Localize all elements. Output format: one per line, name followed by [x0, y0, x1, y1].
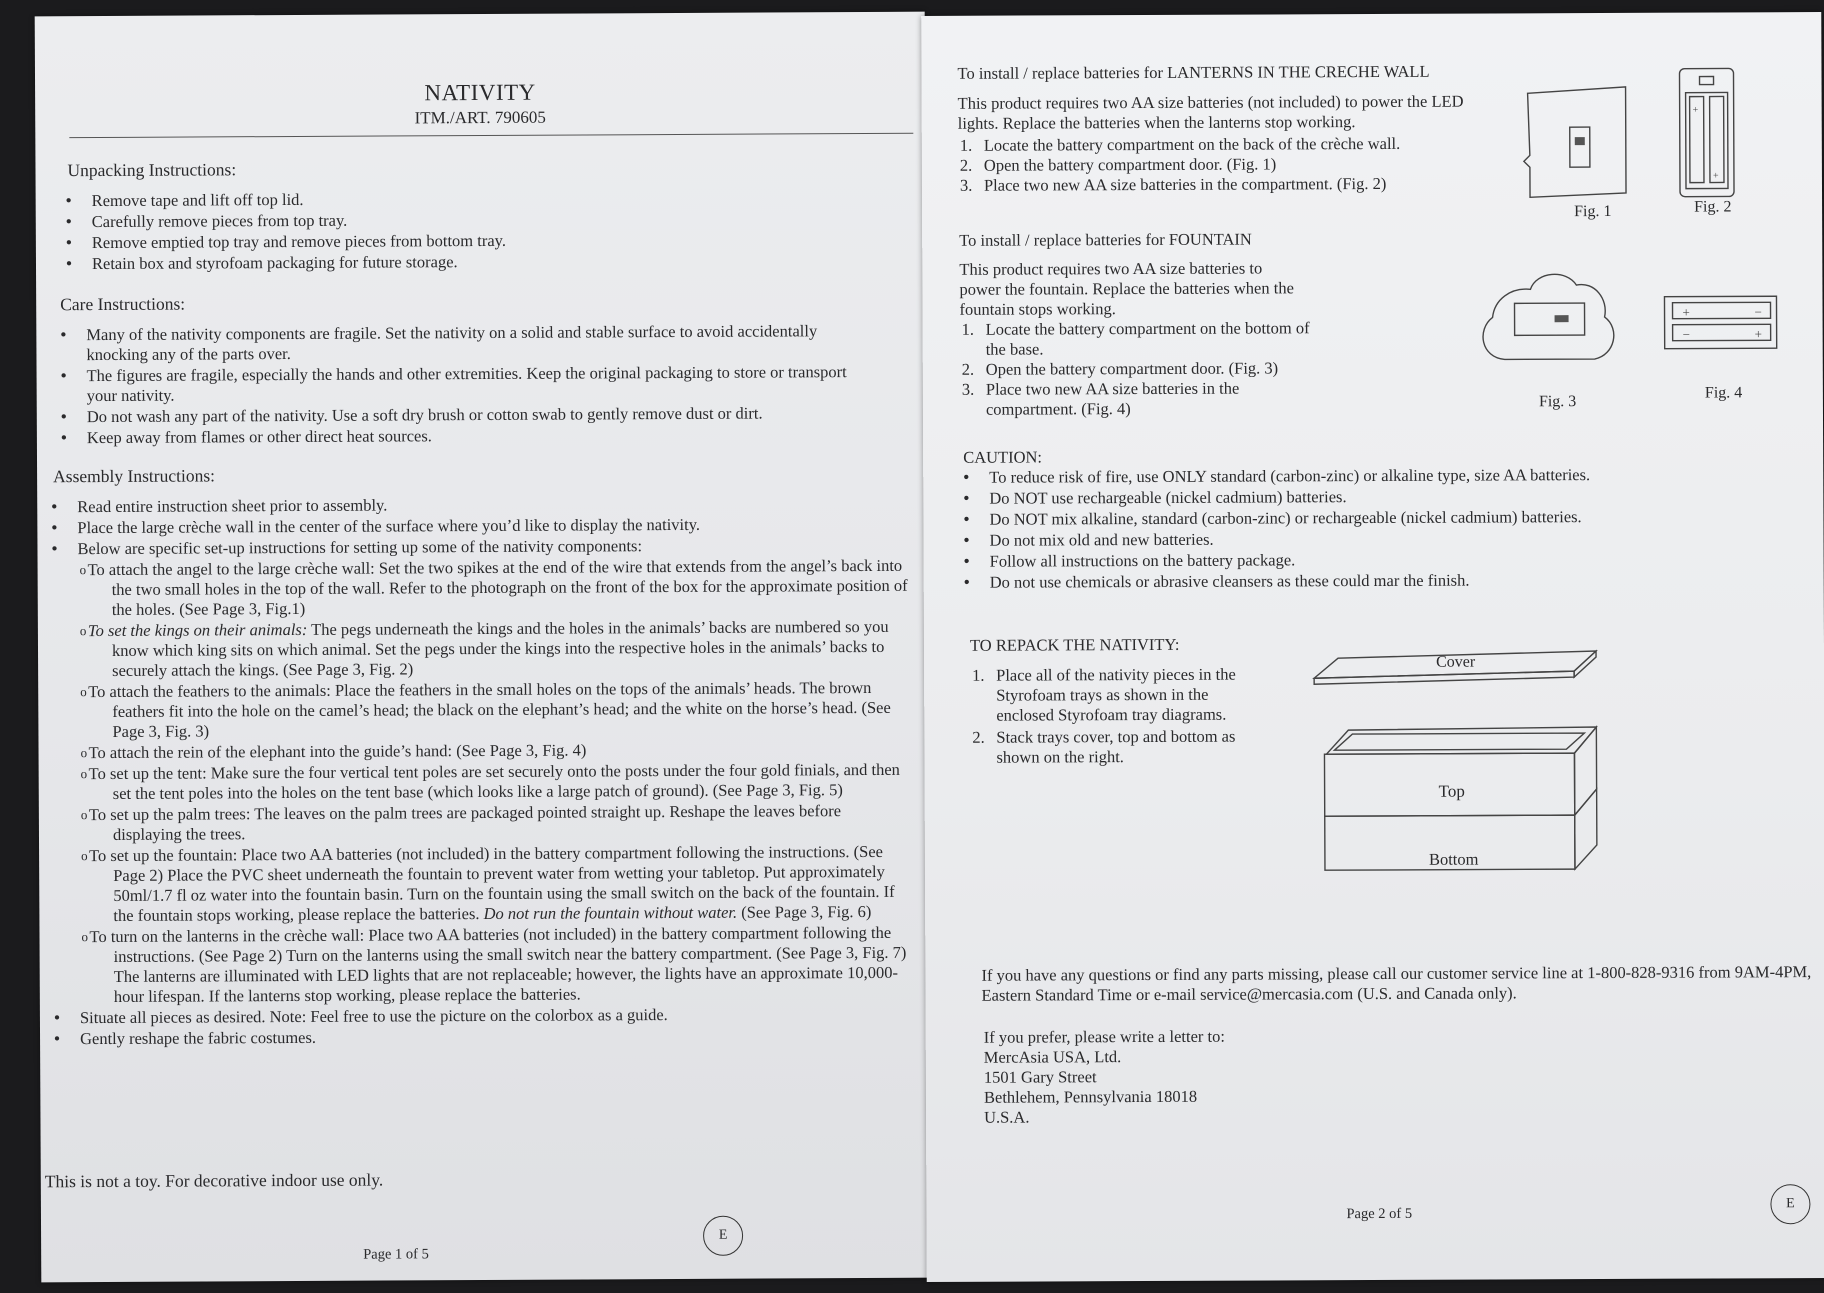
list-item: 2. Open the battery compartment door. (Fig. 1)	[959, 154, 1277, 175]
sub-list-item	[53, 842, 913, 927]
repack-heading: TO REPACK THE NATIVITY:	[969, 634, 1180, 655]
list-item: 2. Open the battery compartment door. (Fig. 3)	[961, 358, 1279, 379]
fountain-steps	[960, 318, 1320, 420]
list-item: ● Remove tape and lift off top lid.	[66, 187, 886, 211]
unpacking-heading: Unpacking Instructions:	[67, 159, 237, 181]
fig4-label: Fig. 4	[1704, 384, 1743, 402]
svg-text:−: −	[1682, 326, 1691, 342]
assembly-final-list	[54, 1004, 914, 1050]
sub-list-item	[52, 678, 912, 743]
list-item: ● Below are specific set-up instructions for setting up some of the nativity components:	[51, 535, 911, 560]
list-item: ● The figures are fragile, especially the hands and other extremities. Keep the original packaging to store or transport your nativity.	[61, 362, 881, 406]
instruction-page-1	[35, 12, 932, 1283]
svg-text:+: +	[1754, 326, 1763, 342]
mailing-address	[984, 1026, 1384, 1128]
fig3-fountain-base-diagram	[1474, 259, 1625, 380]
title-rule	[69, 133, 913, 138]
customer-service-text: If you have any questions or find any parts missing, please call our customer service line at 1-800-828-9316 from 9AM-4PM, Eastern Standard Time or e-mail service@mercasia.com (U.S. and Canada only).	[981, 962, 1812, 1005]
cover-label: Cover	[1436, 653, 1476, 671]
caution-list	[963, 464, 1804, 593]
language-circle: E	[703, 1216, 743, 1256]
step-text: Set the two spikes at the end of the wire that extends from the angel’s back into the two small holes in the top of the wall. Refer to the photograph on the front of the box for the approximate position of the holes. (See Page 3, Fig.1)	[111, 555, 908, 619]
page-number: Page 2 of 5	[1346, 1205, 1413, 1223]
step-lead: To set up the palm trees:	[88, 804, 251, 825]
svg-text:+: +	[1682, 304, 1690, 320]
unpacking-list	[66, 187, 886, 275]
fig4-battery-compartment-diagram	[1656, 288, 1786, 359]
list-item: ● Keep away from flames or other direct heat sources.	[61, 424, 881, 448]
sub-list-item	[53, 923, 913, 1008]
page-number: Page 1 of 5	[363, 1246, 429, 1263]
fig2-label: Fig. 2	[1694, 198, 1732, 216]
list-item: 2. Stack trays cover, top and bottom as shown on the right.	[972, 726, 1236, 767]
fountain-heading: To install / replace batteries for FOUNTAIN	[959, 229, 1252, 250]
list-item: ● Do not mix old and new batteries.	[963, 527, 1803, 551]
step-text: The pegs underneath the kings and the holes in the animals’ backs are numbered so you know which king sits on which animal. Set the pegs under the kings into the respective holes in the animals’ backs to securely attach the kings. (See Page 3, Fig. 2)	[111, 616, 889, 680]
list-item: ● Do not wash any part of the nativity. Use a soft dry brush or cotton swab to gently remove dust or dirt.	[61, 403, 881, 427]
assembly-sublist	[52, 556, 914, 1007]
address-line: U.S.A.	[984, 1107, 1030, 1127]
language-circle: E	[1770, 1184, 1810, 1224]
fig1-label: Fig. 1	[1574, 202, 1612, 221]
svg-text:−: −	[1754, 304, 1762, 320]
instruction-page-2	[921, 12, 1824, 1282]
step-text: Locate the battery compartment on the back of the crèche wall.	[983, 133, 1401, 155]
sub-list-item	[53, 801, 913, 846]
lanterns-intro: This product requires two AA size batteries (not included) to power the LED lights. Replace the batteries when the lanterns stop working.	[957, 91, 1464, 133]
step-lead: To set up the tent:	[88, 763, 207, 784]
list-item: ● Do NOT mix alkaline, standard (carbon-zinc) or rechargeable (nickel cadmium) batteries.	[963, 506, 1803, 530]
lanterns-steps	[958, 133, 1498, 195]
list-item: 3. Place two new AA size batteries in the compartment. (Fig. 4)	[961, 378, 1240, 419]
list-item: 3. Place two new AA size batteries in the compartment. (Fig. 2)	[959, 173, 1387, 195]
step-text: Place two AA batteries (not included) in the battery compartment following the instructions. (See Page 2) Place the PVC sheet underneath the fountain to prevent water from wetting your tabletop. Put approximately 50ml/1.7 fl oz water into the fountain basin. Turn on the fountain using the small switch on the back of the fountain. If the fountain stops working, please replace the batteries.	[113, 841, 895, 925]
repack-section	[970, 634, 1271, 767]
fig3-label: Fig. 3	[1538, 393, 1577, 411]
step-lead: To set up the fountain:	[89, 845, 238, 866]
list-item: 1. Locate the battery compartment on the bottom of the base.	[961, 318, 1310, 359]
list-item: ● Many of the nativity components are fragile. Set the nativity on a solid and stable surface to avoid accidentally knocking any of the parts over.	[60, 321, 880, 365]
list-item: ● Retain box and styrofoam packaging for future storage.	[66, 250, 886, 274]
step-text: The leaves on the palm trees are packaged pointed straight up. Reshape the leaves before displaying the trees.	[112, 801, 842, 844]
list-item: ● Place the large crèche wall in the center of the surface where you’d like to display the nativity.	[51, 514, 911, 539]
document-title: NATIVITY	[424, 79, 536, 106]
care-heading: Care Instructions:	[60, 293, 186, 315]
fig1-battery-door-diagram	[1520, 75, 1661, 206]
assembly-heading: Assembly Instructions:	[53, 465, 216, 487]
step-text: Stack trays cover, top and bottom as shown on the right.	[996, 726, 1236, 767]
address-line: 1501 Gary Street	[983, 1067, 1097, 1087]
step-lead: To attach the angel to the large crèche wall:	[87, 558, 375, 580]
svg-text:+: +	[1712, 170, 1719, 182]
list-item: ● Do NOT use rechargeable (nickel cadmium) batteries.	[963, 485, 1803, 509]
assembly-section	[51, 493, 914, 1050]
svg-text:+: +	[1692, 104, 1699, 116]
step-text: Make sure the four vertical tent poles are set securely onto the posts under the four gold finials, and then set the tent poles into the holes on the tent base (which looks like a large patch of ground). (See Page 3, Fig. 5)	[112, 759, 900, 803]
list-item: ● Gently reshape the fabric costumes.	[54, 1025, 914, 1050]
list-item: ● Do not use chemicals or abrasive cleansers as these could mar the finish.	[964, 569, 1804, 593]
step-warning: Do not run the fountain without water.	[483, 902, 738, 924]
list-item: ● Carefully remove pieces from top tray.	[66, 208, 886, 232]
sub-list-item	[53, 760, 913, 805]
list-item: 1. Locate the battery compartment on the back of the crèche wall.	[959, 133, 1401, 155]
step-text: Open the battery compartment door. (Fig. 1)	[983, 154, 1277, 175]
disclaimer: This is not a toy. For decorative indoor use only.	[44, 1169, 384, 1192]
address-intro: If you prefer, please write a letter to:	[983, 1026, 1225, 1047]
sub-list-item	[52, 617, 912, 682]
fig2-battery-holder-diagram	[1669, 60, 1750, 210]
step-text: (See Page 3, Fig. 4)	[452, 740, 587, 761]
step-lead: To turn on the lanterns in the crèche wall:	[89, 925, 365, 947]
step-lead: To attach the feathers to the animals:	[88, 680, 331, 702]
top-tray-label: Top	[1438, 781, 1465, 801]
step-text: Open the battery compartment door. (Fig. 3)	[985, 358, 1279, 379]
lanterns-section	[957, 61, 1498, 195]
step-tail: (See Page 3, Fig. 6)	[737, 901, 872, 922]
care-list	[60, 321, 881, 449]
step-text: Place two new AA size batteries in the compartment. (Fig. 2)	[983, 173, 1387, 195]
list-item: ● Follow all instructions on the battery package.	[964, 548, 1804, 572]
step-text: Place two new AA size batteries in the compartment. (Fig. 4)	[985, 378, 1240, 419]
step-text: Locate the battery compartment on the bottom of the base.	[985, 318, 1310, 359]
step-text: Place the feathers in the small holes on the tops of the animals’ heads. The brown feathers fit into the hole on the camel’s head; the black on the elephant’s head; and the white on the horse’s head. (See Page 3, Fig. 3)	[112, 677, 891, 741]
repack-steps	[970, 664, 1270, 767]
address-line: MercAsia USA, Ltd.	[983, 1047, 1122, 1067]
step-lead: To set the kings on their animals:	[87, 619, 308, 641]
caution-heading: CAUTION:	[963, 447, 1043, 467]
fountain-intro: This product requires two AA size batteries to power the fountain. Replace the batteries when the fountain stops working.	[959, 258, 1294, 319]
list-item: 1. Place all of the nativity pieces in the Styrofoam trays as shown in the enclosed Styrofoam tray diagrams.	[972, 664, 1236, 725]
sub-list-item	[52, 556, 912, 621]
step-text: Place all of the nativity pieces in the Styrofoam trays as shown in the enclosed Styrofoam tray diagrams.	[996, 664, 1236, 725]
lanterns-heading: To install / replace batteries for LANTERNS IN THE CRECHE WALL	[957, 61, 1430, 83]
step-text: Place two AA batteries (not included) in the battery compartment following the instructions. (See Page 2) Turn on the lanterns using the small switch near the battery compartment. (See Page 3, Fig. 7) The lanterns are illuminated with LED lights that are not replaceable; however, the lights have an approximate 10,000-hour lifespan. If the lanterns stop working, please replace the batteries.	[113, 922, 907, 1006]
fountain-section	[959, 229, 1320, 420]
bottom-tray-label: Bottom	[1428, 849, 1479, 869]
list-item: ● Remove emptied top tray and remove pieces from bottom tray.	[66, 229, 886, 253]
caution-section	[963, 444, 1804, 594]
step-lead: To attach the rein of the elephant into the guide’s hand:	[88, 741, 453, 763]
list-item: ● To reduce risk of fire, use ONLY standard (carbon-zinc) or alkaline type, size AA batteries.	[963, 464, 1803, 488]
address-line: Bethlehem, Pennsylvania 18018	[983, 1086, 1198, 1107]
item-number: ITM./ART. 790605	[414, 107, 546, 128]
list-item: ● Situate all pieces as desired. Note: Feel free to use the picture on the colorbox as a guide.	[54, 1004, 914, 1029]
assembly-list	[51, 493, 911, 560]
list-item: ● Read entire instruction sheet prior to assembly.	[51, 493, 911, 518]
